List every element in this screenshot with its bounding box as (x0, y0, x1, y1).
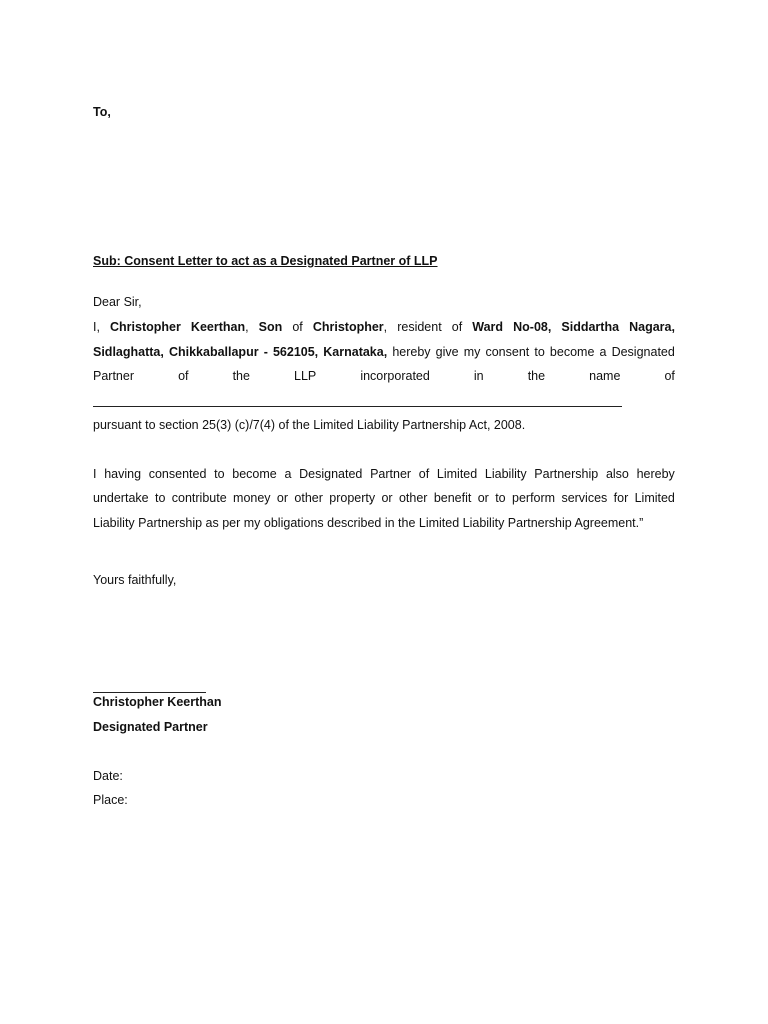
consent-line-1-word: Christopher, (312, 320, 388, 334)
consent-line-1-word: of (292, 320, 303, 334)
consent-line-2-word: give (435, 345, 459, 359)
consent-line-1-word: No-08, (513, 320, 552, 334)
undertaking-line-1-word: of (418, 467, 430, 481)
consent-line-2-word: Sidlaghatta, (93, 345, 164, 359)
consent-line-2-word: 562105, (272, 345, 319, 359)
undertaking-line-1-word: to (214, 467, 225, 481)
place-label: Place: (93, 793, 128, 807)
undertaking-line-1-word: consented (148, 467, 207, 481)
consent-line-2-word: Designated (611, 345, 675, 359)
salutation: Dear Sir, (93, 295, 142, 309)
undertaking-line-2-word: or (381, 491, 393, 505)
consent-line-2-word: my (463, 345, 481, 359)
undertaking-line-1-word: Partnership (534, 467, 599, 481)
subject-line: Sub: Consent Letter to act as a Designated Partner of LLP (93, 254, 438, 268)
consent-line-1-word: Siddartha (561, 320, 620, 334)
undertaking-line-1-word: become (232, 467, 277, 481)
consent-line-1-word: Christopher (110, 320, 181, 334)
undertaking-line-1-word: Liability (484, 467, 527, 481)
consent-line-3-word: the (232, 369, 250, 383)
undertaking-line-2-word: or (477, 491, 489, 505)
consent-line-3-word: the (527, 369, 546, 383)
undertaking-line-1-word: having (104, 467, 142, 481)
consent-paragraph-line-3 (93, 368, 675, 384)
consent-line-3-word: Partner (93, 369, 134, 383)
consent-line-3-word: in (473, 369, 484, 383)
undertaking-line-2-word: other (398, 491, 428, 505)
undertaking-line-2-word: other (294, 491, 323, 505)
undertaking-line-2-word: Limited (634, 491, 675, 505)
undertaking-paragraph-line-2 (93, 490, 675, 506)
date-label: Date: (93, 769, 123, 783)
consent-line-3-word: incorporated (360, 369, 430, 383)
consent-line-1-word: Nagara, (629, 320, 675, 334)
consent-paragraph-line-2 (93, 344, 675, 360)
undertaking-line-1-word: Partner (370, 467, 412, 481)
undertaking-line-2-word: perform (512, 491, 556, 505)
consent-line-3-word: of (664, 369, 675, 383)
signatory-name: Christopher Keerthan (93, 695, 222, 709)
consent-line-2-word: Karnataka, (323, 345, 388, 359)
undertaking-line-1-word: a (284, 467, 292, 481)
consent-line-3-word: name (589, 369, 621, 383)
undertaking-paragraph-line-3: Liability Partnership as per my obligations described in the Limited Liability Partnership Agreement.” (93, 516, 644, 530)
undertaking-line-2-word: for (613, 491, 629, 505)
consent-line-2-word: - (263, 345, 268, 359)
undertaking-line-2-word: benefit (433, 491, 472, 505)
undertaking-line-2-word: money (233, 491, 271, 505)
undertaking-paragraph-line-1 (93, 466, 675, 482)
undertaking-line-1-word: I (93, 467, 97, 481)
consent-line-2-word: become (549, 345, 595, 359)
undertaking-line-2-word: contribute (171, 491, 227, 505)
consent-line-1-word: Son (258, 320, 283, 334)
consent-line-2-word: a (599, 345, 607, 359)
consent-line-1-word: I, (93, 320, 100, 334)
consent-line-3-word: LLP (294, 369, 317, 383)
consent-paragraph-line-4: pursuant to section 25(3) (c)/7(4) of the Limited Liability Partnership Act, 2008. (93, 418, 526, 432)
consent-line-1-word: Ward (472, 320, 504, 334)
signatory-title: Designated Partner (93, 720, 208, 734)
consent-line-1-word: of (451, 320, 463, 334)
undertaking-line-2-word: property (329, 491, 376, 505)
undertaking-line-2-word: to (154, 491, 166, 505)
undertaking-line-1-word: Limited (436, 467, 478, 481)
undertaking-line-1-word: Designated (299, 467, 363, 481)
undertaking-line-1-word: also (605, 467, 629, 481)
undertaking-line-2-word: services (561, 491, 608, 505)
undertaking-line-2-word: or (276, 491, 289, 505)
consent-line-2-word: to (534, 345, 545, 359)
consent-line-1-word: Keerthan, (190, 320, 249, 334)
undertaking-line-2-word: undertake (93, 491, 149, 505)
consent-line-2-word: Chikkaballapur (168, 345, 259, 359)
closing-line: Yours faithfully, (93, 573, 177, 587)
signature-line (93, 692, 206, 693)
undertaking-line-1-word: hereby (636, 467, 675, 481)
consent-paragraph-line-1 (93, 319, 675, 335)
consent-line-2-word: consent (485, 345, 530, 359)
consent-line-1-word: resident (397, 320, 442, 334)
undertaking-line-2-word: to (495, 491, 506, 505)
llp-name-blank-line (93, 406, 622, 407)
recipient-label: To, (93, 105, 111, 119)
consent-line-3-word: of (178, 369, 189, 383)
consent-line-2-word: hereby (392, 345, 431, 359)
